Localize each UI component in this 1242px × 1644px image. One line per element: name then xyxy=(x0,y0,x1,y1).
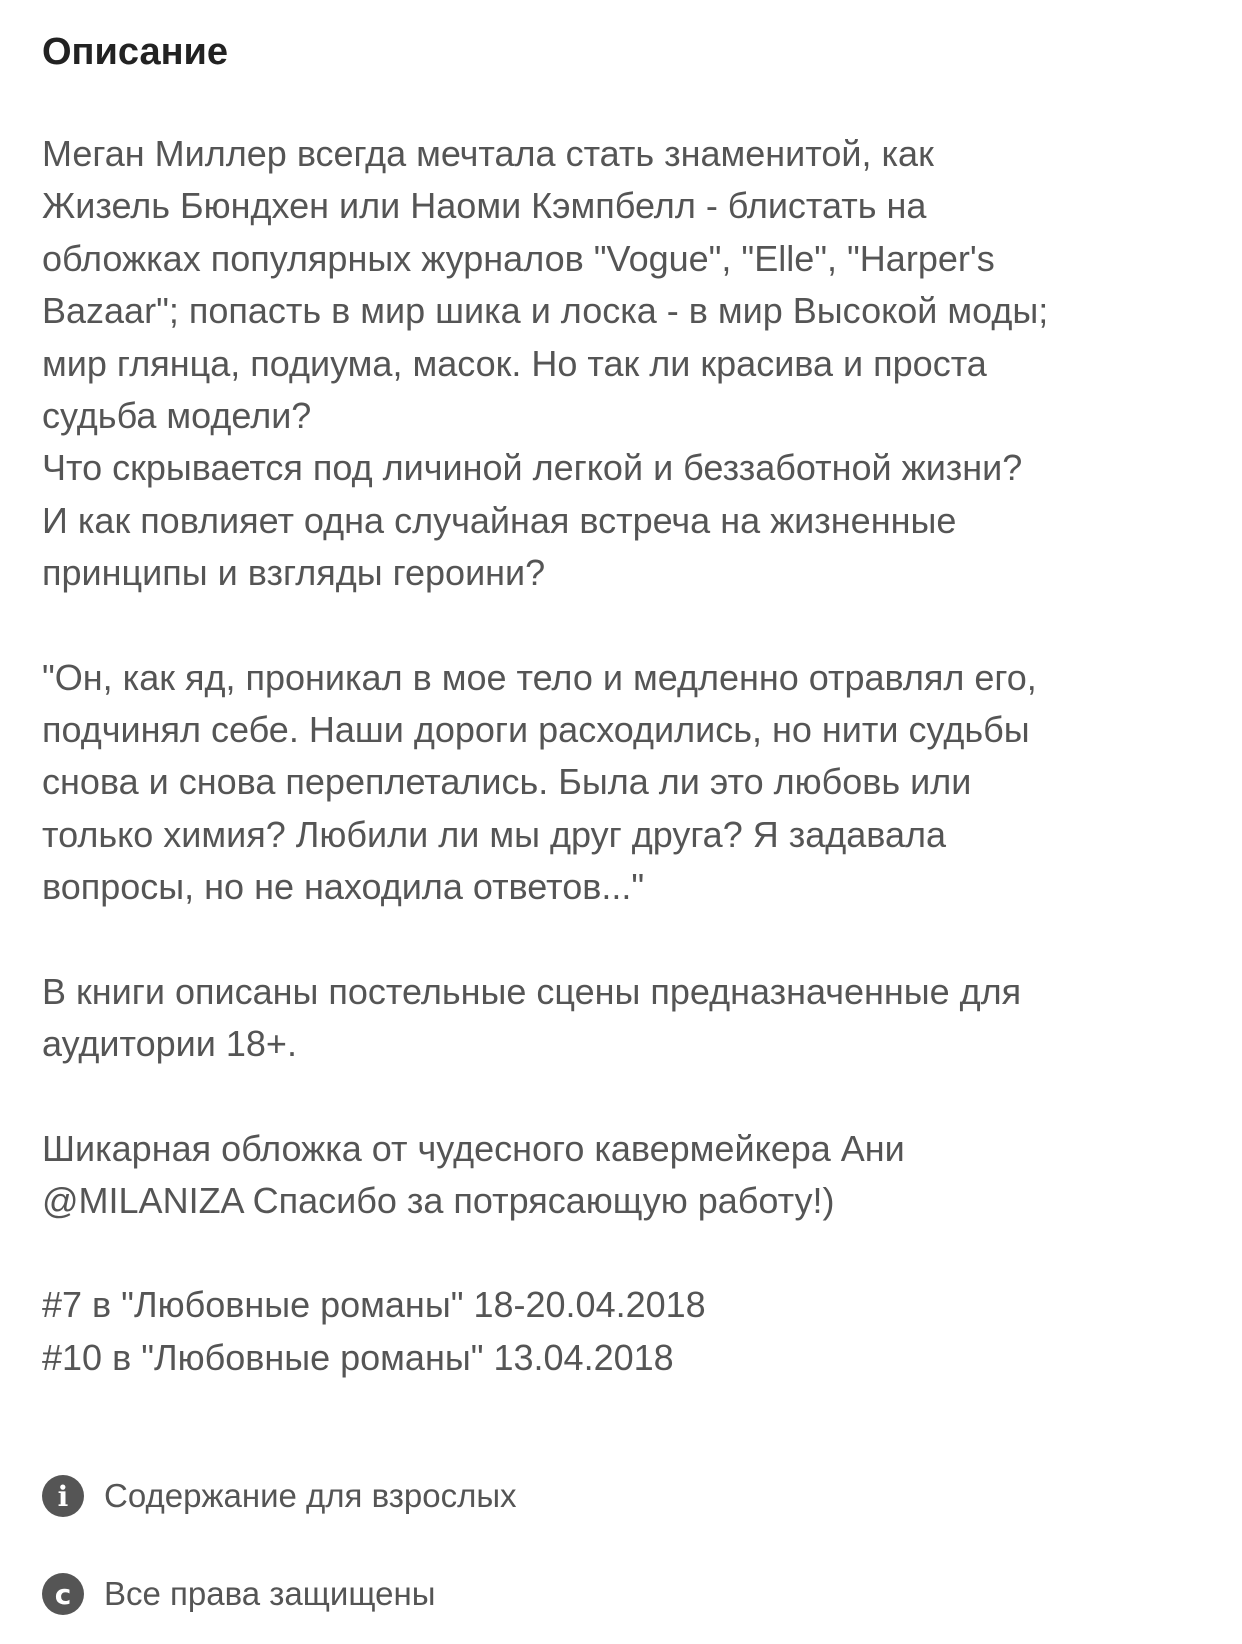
text-line: И как повлияет одна случайная встреча на жизненные xyxy=(42,499,957,541)
content-warning-paragraph xyxy=(42,966,1212,1071)
cover-credit-paragraph xyxy=(42,1123,1212,1228)
ranking-line: #10 в "Любовные романы" 13.04.2018 xyxy=(42,1336,674,1378)
rankings-paragraph xyxy=(42,1279,1212,1384)
description-section xyxy=(42,26,1212,1618)
text-line: В книги описаны постельные сцены предназначенные для xyxy=(42,970,1022,1012)
text-line: подчинял себе. Наши дороги расходились, но нити судьбы xyxy=(42,709,1030,751)
text-line: снова и снова переплетались. Была ли это любовь или xyxy=(42,761,972,803)
ranking-line: #7 в "Любовные романы" 18-20.04.2018 xyxy=(42,1284,706,1326)
adult-content-label: Содержание для взрослых xyxy=(104,1477,517,1515)
text-line: вопросы, но не находила ответов..." xyxy=(42,866,645,908)
quote-paragraph xyxy=(42,652,1212,914)
text-line: Bazaar"; попасть в мир шика и лоска - в мир Высокой моды; xyxy=(42,290,1049,332)
text-line: только химия? Любили ли мы друг друга? Я задавала xyxy=(42,813,947,855)
text-line: Меган Миллер всегда мечтала стать знаменитой, как xyxy=(42,133,934,174)
section-title: Описание xyxy=(42,31,229,73)
text-line: принципы и взгляды героини? xyxy=(42,552,546,594)
text-line: судьба модели? xyxy=(42,395,312,437)
text-line: @MILANIZA Спасибо за потрясающую работу!) xyxy=(42,1179,835,1221)
text-line: Жизель Бюндхен или Наоми Кэмпбелл - блистать на xyxy=(42,185,927,227)
copyright-label: Все права защищены xyxy=(104,1575,436,1613)
text-line: обложках популярных журналов "Vogue", "Elle", "Harper's xyxy=(42,237,995,279)
description-text xyxy=(42,128,1212,1384)
adult-content-row[interactable] xyxy=(42,1472,1212,1520)
text-line: Что скрывается под личиной легкой и беззаботной жизни? xyxy=(42,447,1023,489)
copyright-row[interactable] xyxy=(42,1570,1212,1618)
text-line: Шикарная обложка от чудесного кавермейкера Ани xyxy=(42,1127,905,1169)
text-line: мир глянца, подиума, масок. Но так ли красива и проста xyxy=(42,342,987,384)
description-paragraph-1 xyxy=(42,128,1212,600)
info-icon: i xyxy=(42,1475,84,1517)
text-line: "Он, как яд, проникал в мое тело и медленно отравлял его, xyxy=(42,656,1037,698)
copyright-icon: c xyxy=(42,1573,84,1615)
text-line: аудитории 18+. xyxy=(42,1023,297,1065)
